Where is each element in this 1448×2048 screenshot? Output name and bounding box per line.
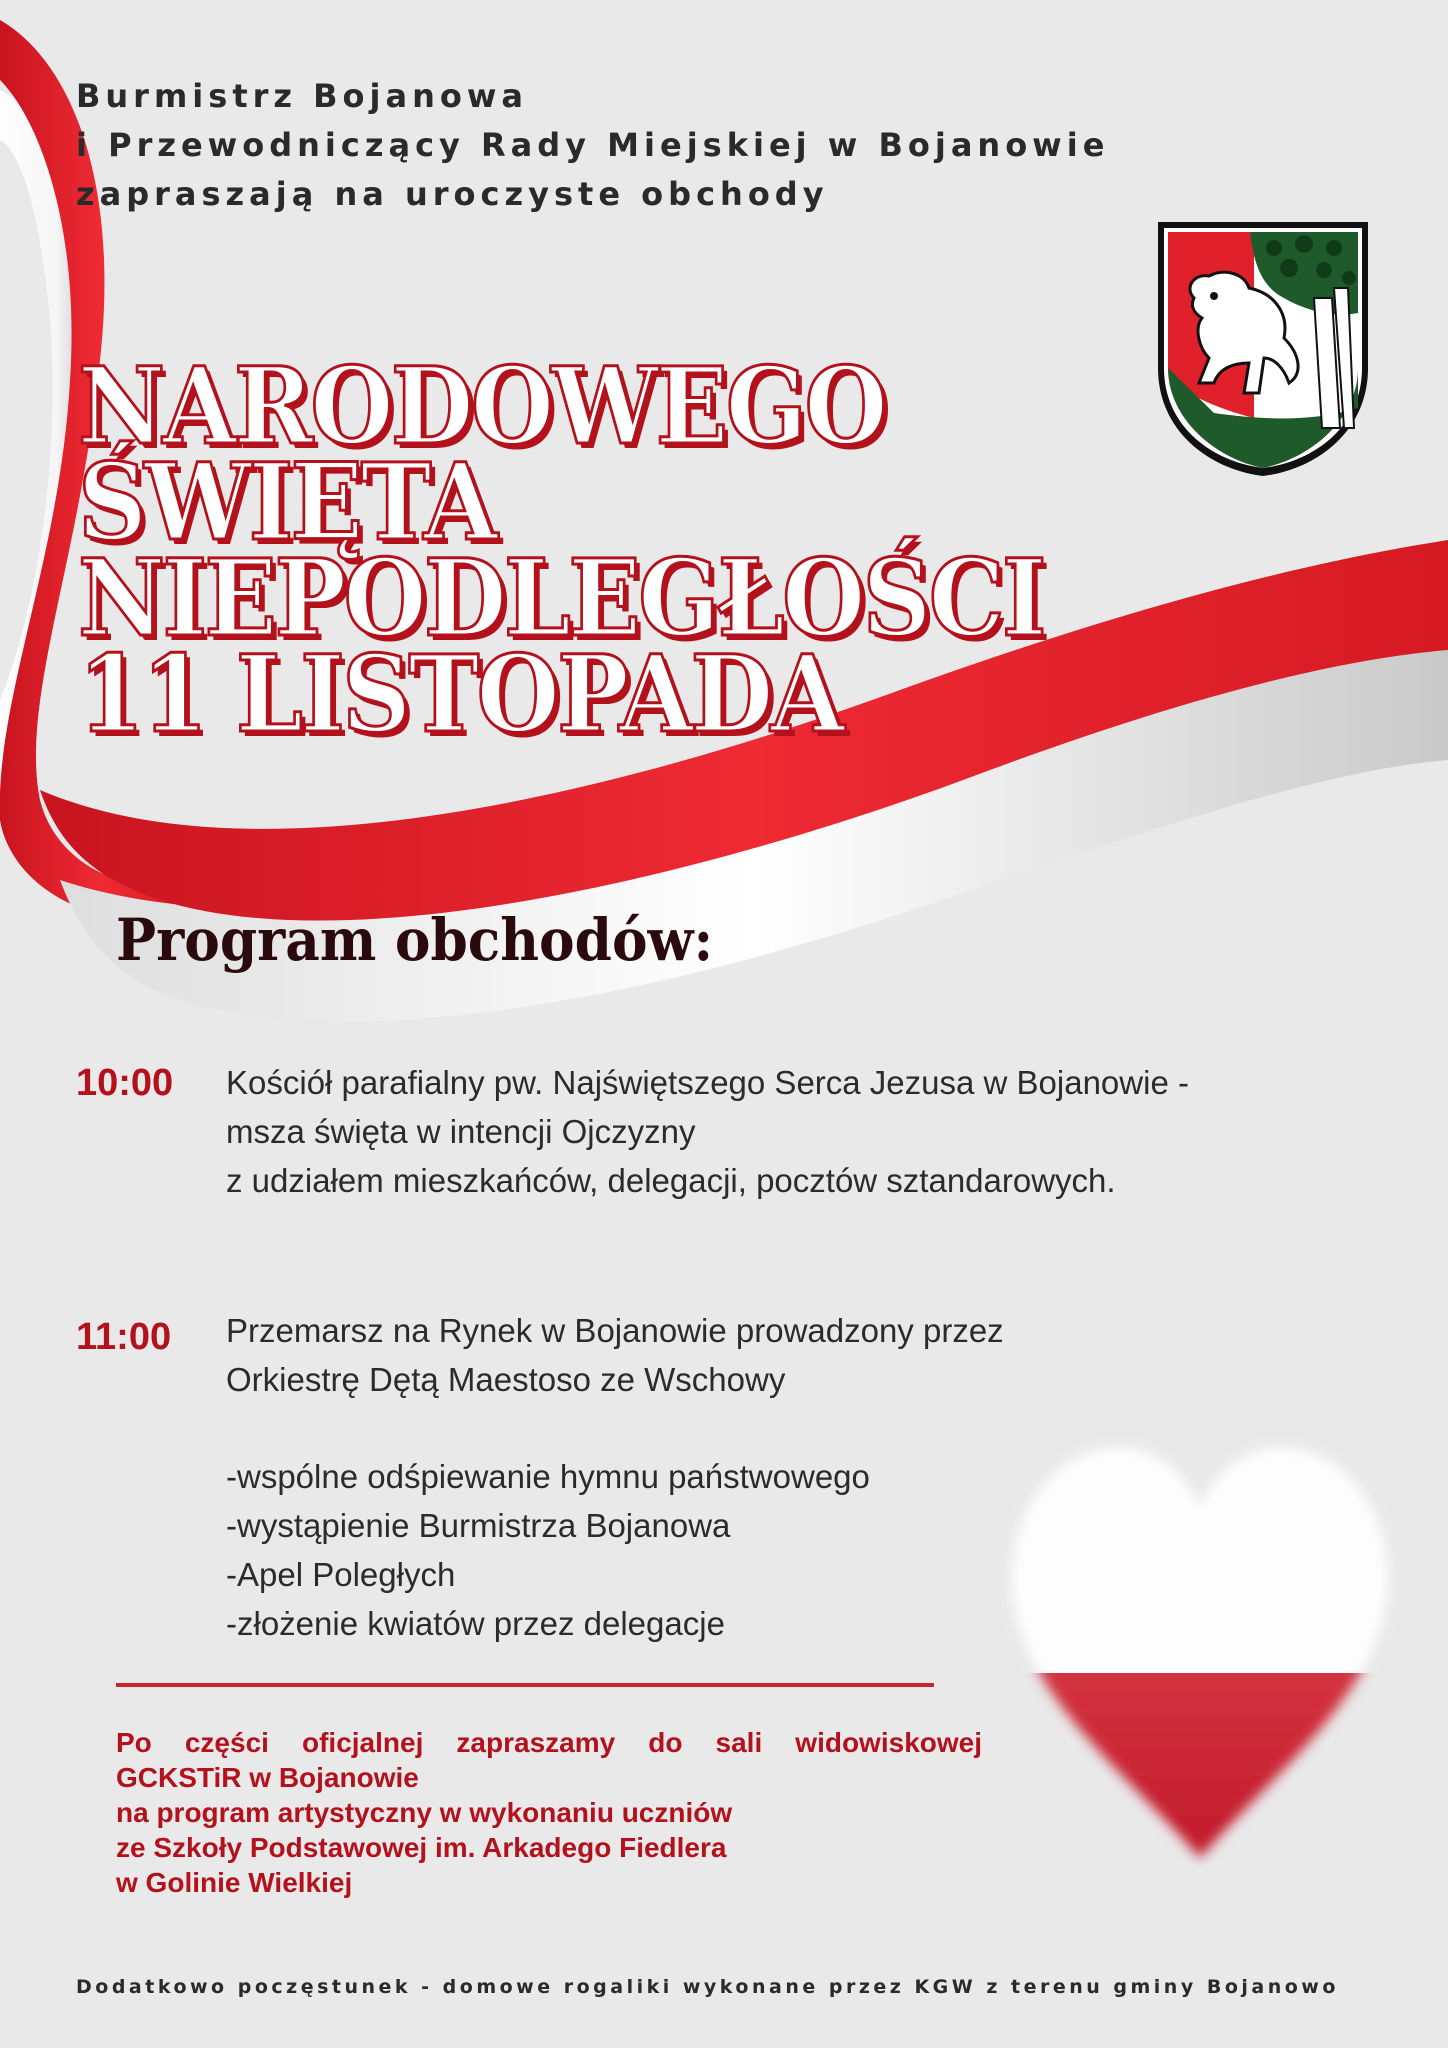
event-description-2 [226, 1306, 1004, 1404]
program-heading: Program obchodów: [116, 906, 714, 974]
event-2-line-1: Przemarsz na Rynek w Bojanowie prowadzony przez [226, 1312, 1004, 1349]
event-time-1: 10:00 [76, 1062, 174, 1104]
after-note-line-4: ze Szkoły Podstawowej im. Arkadego Fiedlera [116, 1832, 727, 1863]
after-ceremony-note [116, 1725, 982, 1900]
after-note-line-5: w Golinie Wielkiej [116, 1867, 353, 1898]
event-title [78, 343, 1151, 756]
title-line-4: 11 LISTOPADA [78, 631, 842, 756]
event-2-item-4: -złożenie kwiatów przez delegacje [226, 1605, 725, 1642]
event-2-items [226, 1452, 870, 1648]
event-2-item-1: -wspólne odśpiewanie hymnu państwowego [226, 1458, 870, 1495]
inviter-line-2: i Przewodniczący Rady Miejskiej w Bojanowie [76, 126, 1110, 164]
event-2-item-2: -wystąpienie Burmistrza Bojanowa [226, 1507, 731, 1544]
after-note-line-1: Po części oficjalnej zapraszamy do sali widowiskowej [116, 1727, 982, 1758]
event-2-line-2: Orkiestrę Dętą Maestoso ze Wschowy [226, 1361, 786, 1398]
event-2-item-3: -Apel Poległych [226, 1556, 456, 1593]
after-note-line-2: GCKSTiR w Bojanowie [116, 1762, 419, 1793]
inviter-line-3: zapraszają na uroczyste obchody [76, 175, 829, 213]
title-line-1: NARODOWEGO [78, 343, 885, 468]
footer-note: Dodatkowo poczęstunek - domowe rogaliki wykonane przez KGW z terenu gminy Bojanowo [76, 1976, 1339, 1998]
event-description-1 [226, 1058, 1189, 1205]
event-1-line-3: z udziałem mieszkańców, delegacji, pocztów sztandarowych. [226, 1162, 1116, 1199]
inviter-text [76, 72, 1109, 219]
after-note-line-3: na program artystyczny w wykonaniu uczniów [116, 1797, 733, 1828]
title-line-2: ŚWIĘTA [78, 439, 495, 564]
event-1-line-1: Kościół parafialny pw. Najświętszego Serca Jezusa w Bojanowie - [226, 1064, 1189, 1101]
heart-icon [1002, 1248, 1398, 1868]
inviter-line-1: Burmistrz Bojanowa [76, 77, 529, 115]
section-divider [116, 1683, 934, 1687]
title-line-3: NIEPODLEGŁOŚCI [78, 535, 1044, 660]
event-1-line-2: msza święta w intencji Ojczyzny [226, 1113, 696, 1150]
event-time-2: 11:00 [76, 1316, 172, 1358]
bojanowo-coat-of-arms-icon [1154, 218, 1372, 480]
